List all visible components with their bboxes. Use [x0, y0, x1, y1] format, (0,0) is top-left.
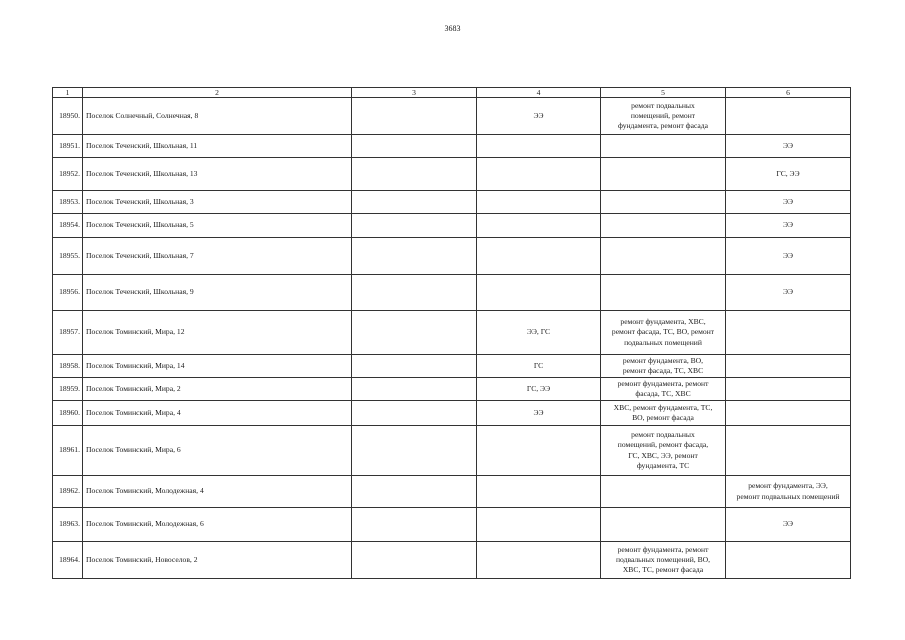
column-4-cell — [477, 508, 601, 542]
row-number-cell: 18964. — [53, 542, 83, 579]
column-6-cell — [726, 378, 851, 401]
address-cell: Поселок Томинский, Мира, 12 — [83, 311, 352, 355]
column-5-cell: ремонт фундамента, ремонт фасада, ТС, ХВС — [601, 378, 726, 401]
row-number-cell: 18956. — [53, 275, 83, 311]
column-3-cell — [352, 378, 477, 401]
column-4-cell — [477, 158, 601, 191]
column-4-cell: ГС, ЭЭ — [477, 378, 601, 401]
column-6-cell: ЭЭ — [726, 238, 851, 275]
column-5-cell: ремонт фундамента, ремонт подвальных помещений, ВО, ХВС, ТС, ремонт фасада — [601, 542, 726, 579]
column-number-1: 1 — [53, 88, 83, 98]
address-cell: Поселок Теченский, Школьная, 9 — [83, 275, 352, 311]
row-number-cell: 18960. — [53, 401, 83, 426]
column-6-cell — [726, 401, 851, 426]
column-4-cell: ЭЭ, ГС — [477, 311, 601, 355]
column-3-cell — [352, 476, 477, 508]
column-3-cell — [352, 311, 477, 355]
table-row — [53, 378, 851, 401]
row-number-cell: 18955. — [53, 238, 83, 275]
column-5-cell: ХВС, ремонт фундамента, ТС, ВО, ремонт фасада — [601, 401, 726, 426]
column-6-cell — [726, 542, 851, 579]
table-row — [53, 355, 851, 378]
column-6-cell: ЭЭ — [726, 508, 851, 542]
column-6-cell: ЭЭ — [726, 191, 851, 214]
column-6-cell: ЭЭ — [726, 275, 851, 311]
row-number-cell: 18957. — [53, 311, 83, 355]
table-row — [53, 542, 851, 579]
address-cell: Поселок Теченский, Школьная, 3 — [83, 191, 352, 214]
table-row — [53, 158, 851, 191]
row-number-cell: 18950. — [53, 98, 83, 135]
column-4-cell — [477, 542, 601, 579]
column-5-cell — [601, 238, 726, 275]
column-5-cell — [601, 214, 726, 238]
address-cell: Поселок Томинский, Мира, 14 — [83, 355, 352, 378]
address-cell: Поселок Томинский, Мира, 4 — [83, 401, 352, 426]
column-number-3: 3 — [352, 88, 477, 98]
column-number-4: 4 — [477, 88, 601, 98]
column-4-cell — [477, 238, 601, 275]
column-6-cell: ГС, ЭЭ — [726, 158, 851, 191]
table-row — [53, 476, 851, 508]
column-3-cell — [352, 355, 477, 378]
row-number-cell: 18952. — [53, 158, 83, 191]
row-number-cell: 18953. — [53, 191, 83, 214]
table-body — [53, 88, 851, 579]
column-5-cell — [601, 476, 726, 508]
table-row — [53, 426, 851, 476]
page-number: 3683 — [444, 24, 461, 33]
column-4-cell — [477, 476, 601, 508]
address-cell: Поселок Теченский, Школьная, 7 — [83, 238, 352, 275]
column-3-cell — [352, 238, 477, 275]
address-cell: Поселок Томинский, Молодежная, 4 — [83, 476, 352, 508]
column-6-cell — [726, 98, 851, 135]
column-6-cell: ЭЭ — [726, 135, 851, 158]
column-4-cell — [477, 275, 601, 311]
column-3-cell — [352, 401, 477, 426]
address-cell: Поселок Теченский, Школьная, 5 — [83, 214, 352, 238]
column-5-cell: ремонт подвальных помещений, ремонт фундамента, ремонт фасада — [601, 98, 726, 135]
column-6-cell: ЭЭ — [726, 214, 851, 238]
row-number-cell: 18951. — [53, 135, 83, 158]
address-cell: Поселок Томинский, Мира, 6 — [83, 426, 352, 476]
column-4-cell: ГС — [477, 355, 601, 378]
row-number-cell: 18963. — [53, 508, 83, 542]
row-number-cell: 18959. — [53, 378, 83, 401]
table-row — [53, 238, 851, 275]
column-5-cell — [601, 158, 726, 191]
table-row — [53, 135, 851, 158]
column-number-2: 2 — [83, 88, 352, 98]
address-cell: Поселок Томинский, Мира, 2 — [83, 378, 352, 401]
column-4-cell — [477, 426, 601, 476]
column-3-cell — [352, 98, 477, 135]
column-6-cell — [726, 355, 851, 378]
row-number-cell: 18954. — [53, 214, 83, 238]
column-5-cell — [601, 508, 726, 542]
column-3-cell — [352, 214, 477, 238]
column-5-cell: ремонт подвальных помещений, ремонт фасада, ГС, ХВС, ЭЭ, ремонт фундамента, ТС — [601, 426, 726, 476]
column-5-cell — [601, 191, 726, 214]
column-4-cell — [477, 214, 601, 238]
column-5-cell: ремонт фундамента, ХВС, ремонт фасада, ТС, ВО, ремонт подвальных помещений — [601, 311, 726, 355]
address-cell: Поселок Теченский, Школьная, 11 — [83, 135, 352, 158]
column-3-cell — [352, 426, 477, 476]
row-number-cell: 18961. — [53, 426, 83, 476]
column-number-6: 6 — [726, 88, 851, 98]
address-cell: Поселок Теченский, Школьная, 13 — [83, 158, 352, 191]
column-4-cell: ЭЭ — [477, 401, 601, 426]
table-row — [53, 98, 851, 135]
column-4-cell — [477, 135, 601, 158]
column-number-5: 5 — [601, 88, 726, 98]
column-3-cell — [352, 158, 477, 191]
column-3-cell — [352, 191, 477, 214]
address-cell: Поселок Солнечный, Солнечная, 8 — [83, 98, 352, 135]
table-row — [53, 214, 851, 238]
row-number-cell: 18962. — [53, 476, 83, 508]
column-6-cell: ремонт фундамента, ЭЭ, ремонт подвальных помещений — [726, 476, 851, 508]
document-table — [52, 87, 851, 579]
column-4-cell: ЭЭ — [477, 98, 601, 135]
address-cell: Поселок Томинский, Новоселов, 2 — [83, 542, 352, 579]
column-5-cell — [601, 275, 726, 311]
table-row — [53, 311, 851, 355]
column-3-cell — [352, 275, 477, 311]
column-5-cell — [601, 135, 726, 158]
column-3-cell — [352, 542, 477, 579]
column-4-cell — [477, 191, 601, 214]
column-6-cell — [726, 311, 851, 355]
column-3-cell — [352, 508, 477, 542]
table-row — [53, 275, 851, 311]
row-number-cell: 18958. — [53, 355, 83, 378]
address-cell: Поселок Томинский, Молодежная, 6 — [83, 508, 352, 542]
column-6-cell — [726, 426, 851, 476]
table-row — [53, 508, 851, 542]
table-row — [53, 401, 851, 426]
column-3-cell — [352, 135, 477, 158]
table-row — [53, 191, 851, 214]
column-number-row — [53, 88, 851, 98]
column-5-cell: ремонт фундамента, ВО, ремонт фасада, ТС, ХВС — [601, 355, 726, 378]
